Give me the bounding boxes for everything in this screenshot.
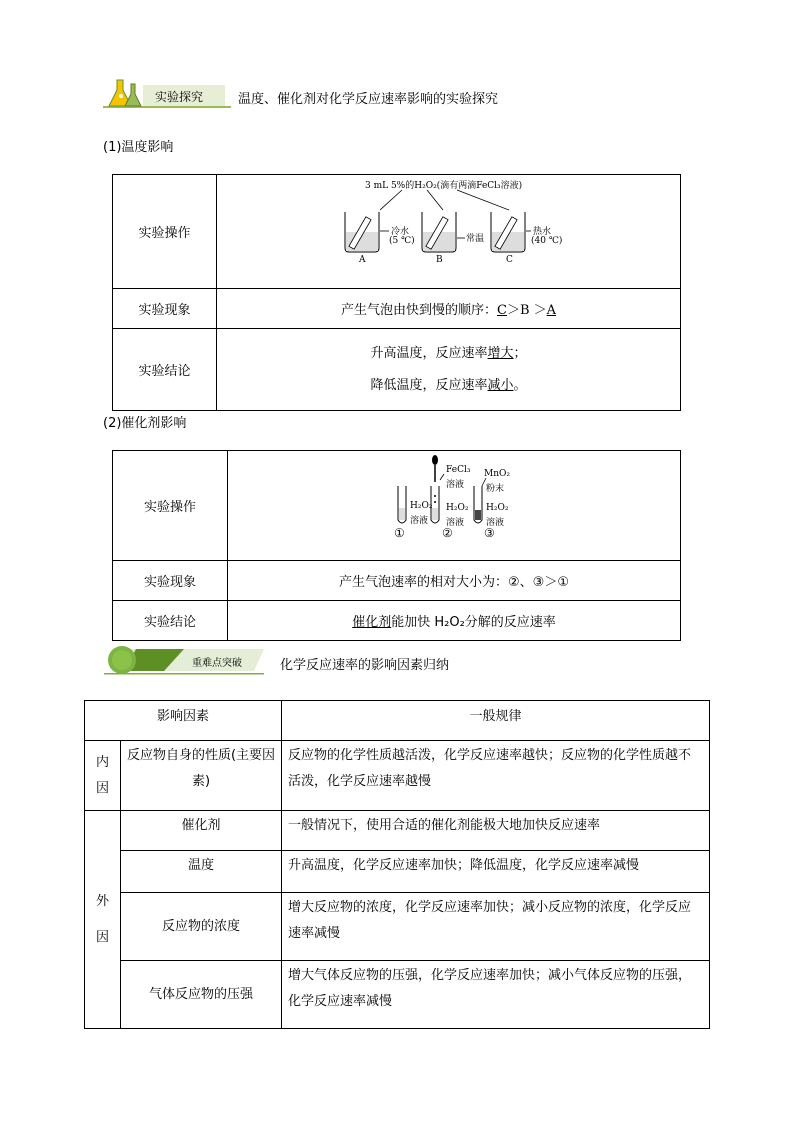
factor-text: 反应物自身的性质(主要因素) [126,748,276,789]
factor-text: 反应物的浓度 [161,918,240,934]
cold-label: 冷水 [391,227,410,237]
op-label-cell [113,175,217,289]
label-n1: ① [394,526,405,540]
internal-label-2: 因 [95,780,109,796]
catalyst-figure-cell [228,451,681,561]
factor-cell [121,893,282,961]
phen-label: 实验现象 [138,303,191,318]
concl2-rest: 能加快 H₂O₂分解的反应速率 [391,615,556,630]
header-factor-cell [85,701,282,741]
internal-label-1: 内 [95,754,109,770]
col-rule-header: 一般规律 [469,709,522,724]
hot-label: 热水 [533,227,552,237]
phen-answer-a: A [546,303,557,318]
concl2-key: 催化剂 [352,615,392,630]
concl-line1-key: 增大 [487,345,514,361]
concl-label: 实验结论 [138,364,191,379]
mno2-label: MnO₂ [484,469,510,479]
figure-caption: 3 mL 5%的H₂O₂(滴有两滴FeCl₃溶液) [365,181,523,191]
external-label-1: 外 [95,893,109,909]
col-factor-header: 影响因素 [156,709,209,724]
factor-text: 温度 [187,858,214,873]
hot-temp: (40 ℃) [531,236,563,246]
rule-text: 增大反应物的浓度，化学反应速率加快；减小反应物的浓度，化学反应速率减慢 [288,900,692,941]
beaker-a-label: A [359,255,366,265]
room-label: 常温 [466,234,485,244]
op-label: 实验操作 [138,226,191,241]
part1-heading: (1)温度影响 [103,140,174,155]
label-n2: ② [442,526,453,540]
phen2-text: 产生气泡速率的相对大小为：②、③＞① [339,575,569,590]
rule-text: 一般情况下，使用合适的催化剂能极大地加快反应速率 [288,818,601,833]
header-rule-cell [282,701,710,741]
cold-temp: (5 ℃) [389,236,415,246]
factor-cell [121,741,282,811]
concl2-label: 实验结论 [143,615,196,630]
rule-text: 升高温度，化学反应速率加快；降低温度，化学反应速率减慢 [288,858,640,873]
phen-cell [217,289,681,329]
phen2-label-cell [113,561,228,601]
beakers-figure [217,176,680,288]
temperature-table [112,174,681,411]
rule-cell [282,811,710,851]
summary-table [84,700,710,1029]
concl2-cell [228,601,681,641]
concl-label-cell [113,329,217,411]
part2-heading: (2)催化剂影响 [103,416,187,431]
tube1-sol: 溶液 [410,516,429,526]
op2-label-cell [113,451,228,561]
rule-text: 增大气体反应物的压强，化学反应速率加快；减小气体反应物的压强，化学反应速率减慢 [288,968,692,1009]
tube3-h2o2: H₂O₂ [486,503,509,513]
catalyst-table [112,450,681,641]
concl-cell [217,329,681,411]
external-label-2: 因 [95,929,109,945]
fecl3-label: FeCl₃ [446,465,471,475]
section-badge-experiment [103,76,231,112]
phen-prefix: 产生气泡由快到慢的顺序： [340,303,497,318]
tube2-h2o2: H₂O₂ [446,503,469,513]
factor-text: 催化剂 [181,818,221,833]
rule-cell [282,851,710,893]
rule-cell [282,961,710,1029]
concl-line1-prefix: 升高温度，反应速率 [370,345,488,361]
tube1-h2o2: H₂O₂ [410,501,433,511]
label-n3: ③ [484,526,495,540]
concl-line2-suffix: 。 [513,377,527,393]
phen-label-cell [113,289,217,329]
concl-line1-suffix: ； [513,345,527,361]
op2-label: 实验操作 [143,500,196,515]
badge-text: 实验探究 [155,90,204,104]
section2-title: 化学反应速率的影响因素归纳 [280,658,450,673]
phen2-label: 实验现象 [143,575,196,590]
concl-line2-key: 减小 [487,377,514,393]
badge2-text: 重难点突破 [192,658,242,669]
internal-label-cell [85,741,121,811]
tube2-sol: 溶液 [446,518,465,528]
section-title: 温度、催化剂对化学反应速率影响的实验探究 [238,92,499,107]
rule-text: 反应物的化学性质越活泼，化学反应速率越快；反应物的化学性质越不活泼，化学反应速率越慢 [288,748,692,789]
beaker-b-label: B [436,255,443,265]
tube3-sol: 溶液 [486,518,505,528]
beaker-c-label: C [506,255,513,265]
mno2-powder-label: 粉末 [486,484,505,494]
factor-text: 气体反应物的压强 [148,986,253,1002]
temperature-figure-cell [217,175,681,289]
fecl3-sol-label: 溶液 [446,480,465,490]
factor-cell [121,851,282,893]
rule-cell [282,741,710,811]
concl-line2-prefix: 降低温度，反应速率 [370,377,488,393]
phen2-cell [228,561,681,601]
section-badge-key [104,645,264,677]
phen-mid: ＞B ＞ [506,303,547,318]
concl2-label-cell [113,601,228,641]
phen-answer-c: C [496,303,507,318]
factor-cell [121,811,282,851]
factor-cell [121,961,282,1029]
rule-cell [282,893,710,961]
external-label-cell [85,811,121,1029]
